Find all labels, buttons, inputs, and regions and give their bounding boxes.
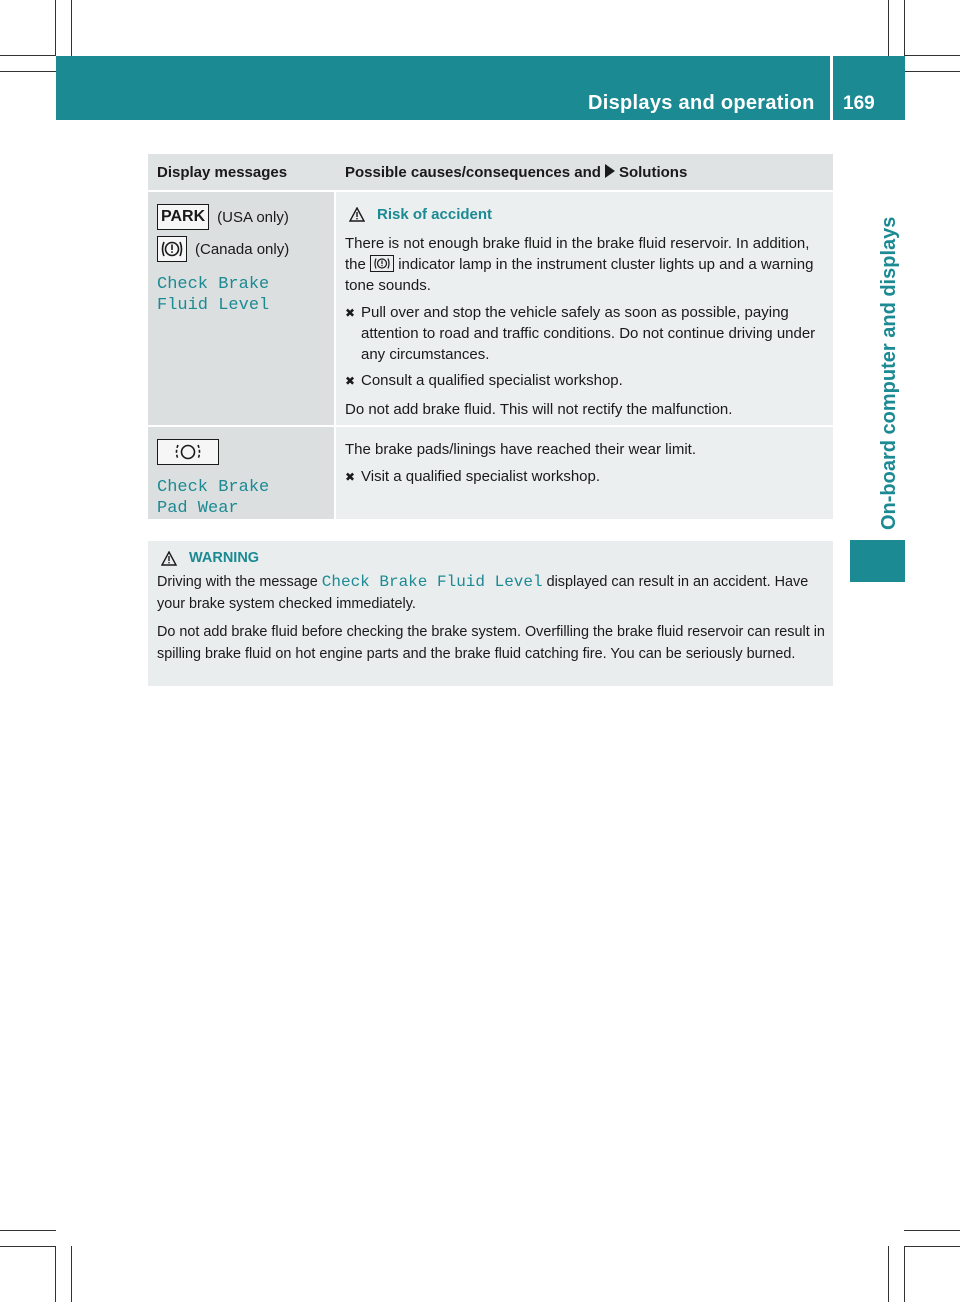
indicator-usa — [157, 204, 326, 230]
chapter-tab-label: On-board computer and displays — [878, 216, 900, 530]
column-header-causes-suffix: Solutions — [618, 163, 688, 181]
section-title: Displays and operation — [588, 92, 815, 114]
step-arrow-icon: ✖ — [345, 374, 356, 388]
column-header-display-messages: Display messages — [157, 163, 288, 181]
crop-mark — [71, 0, 72, 56]
display-message-cell — [148, 427, 334, 519]
page-number: 169 — [843, 93, 875, 114]
cause-paragraph — [345, 233, 827, 296]
arrow-right-icon — [605, 164, 615, 178]
park-brake-indicator-icon: PARK — [157, 204, 209, 230]
warning-heading — [157, 547, 825, 569]
crop-mark — [0, 71, 56, 72]
crop-mark — [55, 0, 56, 56]
warning-heading-text: WARNING — [189, 550, 260, 566]
crop-mark — [904, 55, 960, 56]
cause-text: There is not enough brake fluid in the brake fluid reservoir. In addition, the — [345, 235, 810, 273]
brake-warning-indicator-icon — [370, 255, 394, 272]
column-header-causes-prefix: Possible causes/consequences and — [345, 163, 601, 181]
warning-text: Driving with the message — [157, 574, 318, 590]
crop-mark — [904, 1246, 905, 1302]
crop-mark — [0, 1246, 56, 1247]
table-row — [148, 427, 833, 519]
step-arrow-icon: ✖ — [345, 470, 356, 484]
crop-mark — [0, 55, 56, 56]
display-messages-table — [148, 154, 833, 519]
indicator-canada — [157, 236, 326, 262]
note-paragraph: Do not add brake fluid. This will not rectify the malfunction. — [345, 401, 733, 418]
solution-step-text: Pull over and stop the vehicle safely as soon as possible, paying attention to road and traffic conditions. Do not continue driving under any circumstances. — [361, 304, 816, 363]
brake-pad-wear-indicator-icon — [157, 439, 219, 465]
indicator-region-label: (USA only) — [217, 208, 289, 226]
risk-heading-text: Risk of accident — [377, 206, 493, 223]
indicator-region-label: (Canada only) — [195, 240, 290, 258]
risk-heading — [345, 204, 827, 225]
solution-step-text: Visit a qualified specialist workshop. — [361, 468, 601, 485]
display-message-text: Check Brake Fluid Level — [157, 275, 270, 315]
cause-paragraph: The brake pads/linings have reached their wear limit. — [345, 441, 697, 458]
crop-mark — [904, 0, 905, 56]
warning-text-continued: displayed can result in an accident. Have your brake system checked immediately. — [157, 574, 809, 612]
warning-triangle-icon — [349, 207, 365, 222]
table-row — [148, 192, 833, 425]
solution-step-text: Consult a qualified specialist workshop. — [361, 372, 623, 389]
crop-mark — [888, 1246, 889, 1302]
causes-cell — [336, 427, 833, 519]
step-arrow-icon: ✖ — [345, 306, 356, 320]
crop-mark — [904, 1246, 960, 1247]
crop-mark — [904, 1230, 960, 1231]
chapter-tab-marker — [850, 540, 905, 582]
table-header — [148, 154, 833, 190]
brake-warning-indicator-icon — [157, 236, 187, 262]
warning-paragraph: Do not add brake fluid before checking the brake system. Overfilling the brake fluid reservoir can result in spilling brake fluid on hot engine parts and the brake fluid catching fire. You can be seriously burned. — [157, 624, 825, 662]
solution-step — [345, 370, 827, 392]
header-divider — [830, 56, 833, 120]
cause-text-continued: indicator lamp in the instrument cluster lights up and a warning tone sounds. — [345, 256, 814, 294]
crop-mark — [904, 71, 960, 72]
warning-box — [148, 541, 833, 686]
display-message-cell — [148, 192, 334, 425]
display-message-text: Check Brake Fluid Level — [321, 573, 543, 591]
display-message-text: Check Brake Pad Wear — [157, 478, 270, 518]
warning-triangle-icon — [161, 551, 177, 566]
crop-mark — [55, 1246, 56, 1302]
causes-cell — [336, 192, 833, 425]
solution-step — [345, 466, 827, 488]
crop-mark — [71, 1246, 72, 1302]
column-header-causes — [336, 164, 833, 181]
warning-paragraph — [157, 571, 825, 615]
indicator-brake-pad — [157, 439, 326, 465]
solution-step — [345, 302, 827, 365]
crop-mark — [888, 0, 889, 56]
crop-mark — [0, 1230, 56, 1231]
